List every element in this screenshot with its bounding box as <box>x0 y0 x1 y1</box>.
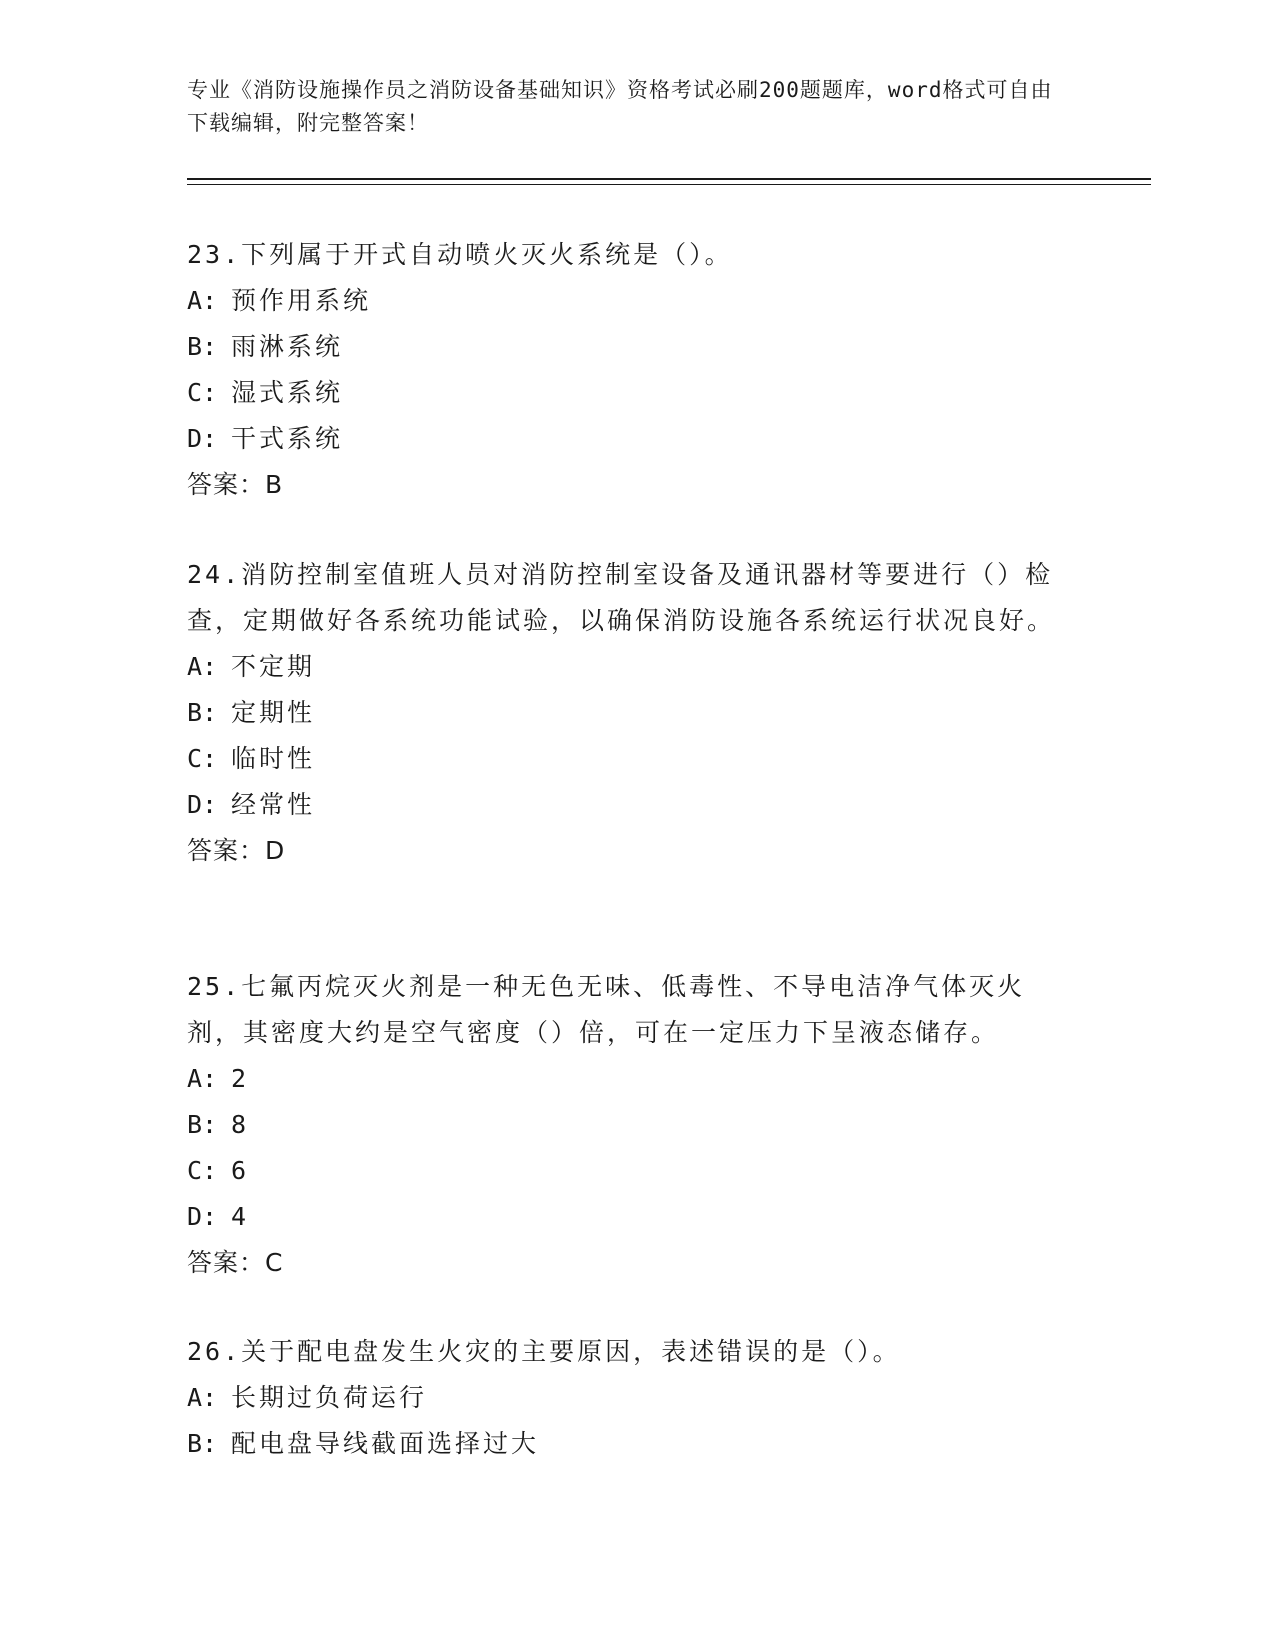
option-text: 长期过负荷运行 <box>231 1383 428 1412</box>
option-a <box>187 278 1077 324</box>
option-text: 干式系统 <box>231 424 344 453</box>
option-key: B: <box>187 1429 218 1458</box>
option-key: B: <box>187 332 218 361</box>
option-c <box>187 370 1077 416</box>
option-text: 湿式系统 <box>231 378 344 407</box>
option-a <box>187 1056 1077 1102</box>
question-24 <box>187 552 1077 874</box>
option-key: A: <box>187 1383 218 1412</box>
option-b <box>187 1421 1077 1467</box>
question-26 <box>187 1329 1077 1467</box>
option-text: 8 <box>231 1110 250 1139</box>
option-d <box>187 782 1077 828</box>
answer-line: 答案：B <box>187 470 284 499</box>
option-b <box>187 324 1077 370</box>
option-text: 6 <box>231 1156 250 1185</box>
option-a <box>187 644 1077 690</box>
option-d <box>187 1194 1077 1240</box>
option-key: A: <box>187 652 218 681</box>
option-a <box>187 1375 1077 1421</box>
option-text: 预作用系统 <box>231 286 372 315</box>
option-text: 2 <box>231 1064 250 1093</box>
question-stem: 26.关于配电盘发生火灾的主要原因，表述错误的是（）。 <box>187 1337 901 1366</box>
header-divider-thin <box>187 184 1151 185</box>
header-text: 专业《消防设施操作员之消防设备基础知识》资格考试必刷200题题库，word格式可自由下载编辑，附完整答案！ <box>187 78 1053 135</box>
option-b <box>187 690 1077 736</box>
option-text: 4 <box>231 1202 250 1231</box>
option-key: A: <box>187 1064 218 1093</box>
option-text: 配电盘导线截面选择过大 <box>231 1429 540 1458</box>
option-text: 临时性 <box>231 744 316 773</box>
option-text: 不定期 <box>231 652 316 681</box>
answer-line: 答案：C <box>187 1248 284 1277</box>
option-key: C: <box>187 1156 218 1185</box>
option-c <box>187 736 1077 782</box>
option-text: 经常性 <box>231 790 316 819</box>
option-key: C: <box>187 378 218 407</box>
option-d <box>187 416 1077 462</box>
question-stem: 24.消防控制室值班人员对消防控制室设备及通讯器材等要进行（）检查，定期做好各系统功能试验，以确保消防设施各系统运行状况良好。 <box>187 560 1056 635</box>
option-key: A: <box>187 286 218 315</box>
header-divider-thick <box>187 178 1151 180</box>
option-key: D: <box>187 790 218 819</box>
question-23 <box>187 232 1077 508</box>
document-header <box>187 74 1067 140</box>
option-text: 定期性 <box>231 698 316 727</box>
question-stem: 25.七氟丙烷灭火剂是一种无色无味、低毒性、不导电洁净气体灭火剂，其密度大约是空气密度（）倍，可在一定压力下呈液态储存。 <box>187 972 1026 1047</box>
question-25 <box>187 964 1077 1286</box>
option-c <box>187 1148 1077 1194</box>
option-key: D: <box>187 1202 218 1231</box>
question-stem: 23.下列属于开式自动喷火灭火系统是（）。 <box>187 240 733 269</box>
option-key: C: <box>187 744 218 773</box>
option-key: B: <box>187 1110 218 1139</box>
answer-line: 答案：D <box>187 836 286 865</box>
option-b <box>187 1102 1077 1148</box>
option-key: B: <box>187 698 218 727</box>
option-key: D: <box>187 424 218 453</box>
option-text: 雨淋系统 <box>231 332 344 361</box>
